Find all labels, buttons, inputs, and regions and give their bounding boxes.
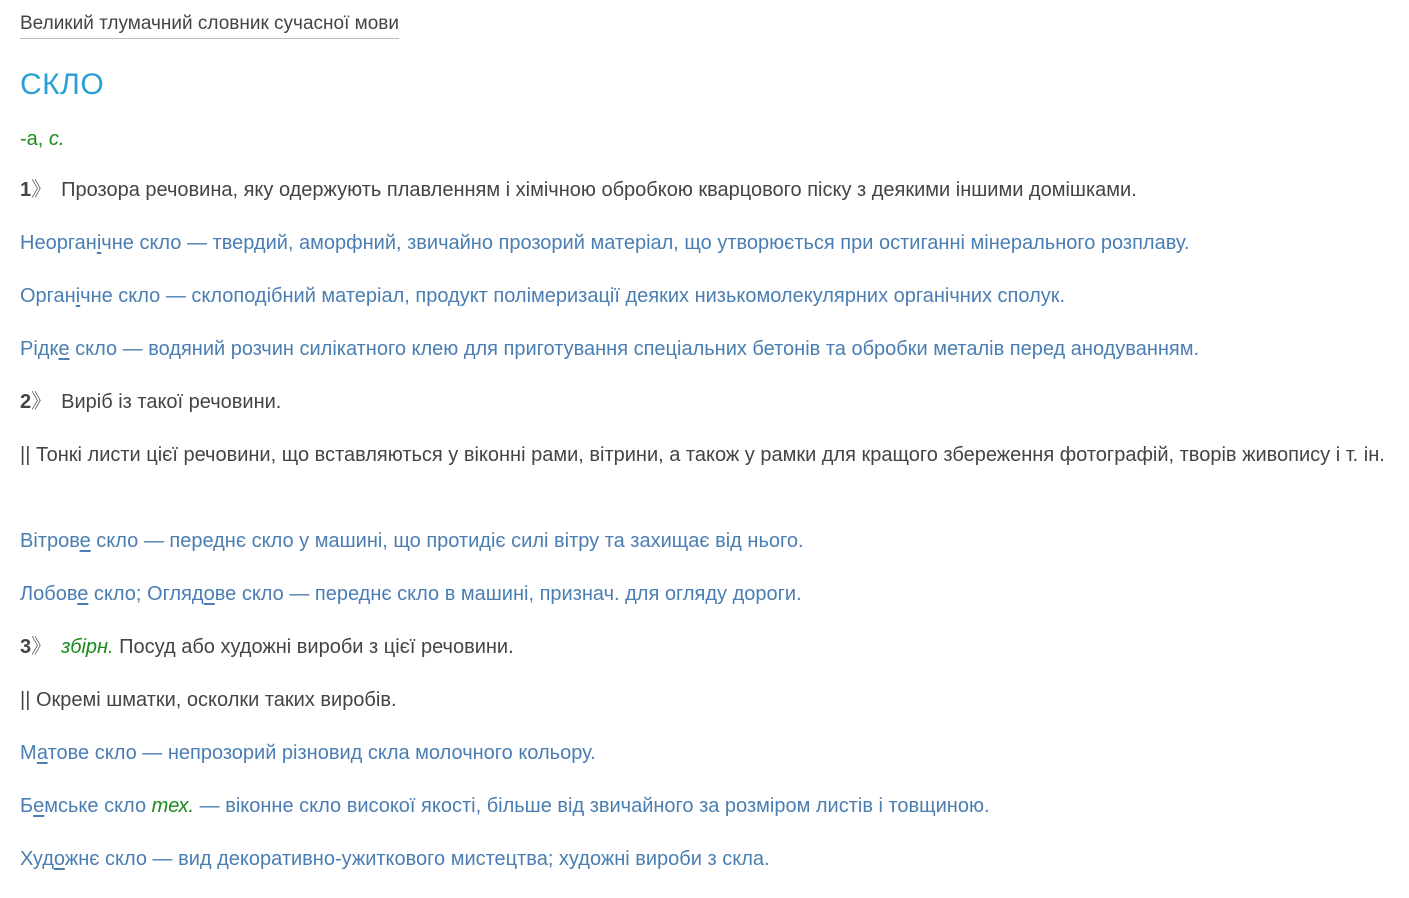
stress-mark: і [75,285,81,307]
sense-2-subsense: || Тонкі листи цієї речовини, що вставляються у віконні рами, вітрини, а також у рамки для кращого збереження фотографій, творів живопису і т. ін. [20,444,1385,466]
stress-mark: о [53,848,65,870]
phrase-text: Худ [20,848,54,870]
grammar-gender: с. [48,128,65,150]
phrase-text: чне скло — твердий, аморфний, звичайно прозорий матеріал, що утворюється при остиганні мінерального розплаву. [101,232,1190,254]
phrase-text: М [20,742,37,764]
phrase-text: скло — водяний розчин силікатного клею для приготування спеціальних бетонів та обробки металів перед анодуванням. [69,338,1200,360]
phrase-text: мське скло [44,795,152,817]
phrase-text: — віконне скло високої якості, більше від звичайного за розміром листів і товщиною. [194,795,990,817]
sense-text: Посуд або художні вироби з цієї речовини. [113,636,514,658]
phrase-bemske [20,790,1389,823]
sense-arrow-icon: 》 [31,391,52,413]
stress-mark: о [203,583,215,605]
stress-mark: а [36,742,48,764]
sense-number: 3 [20,636,32,658]
phrase-khudozhnie [20,843,1389,876]
usage-label: збірн. [61,636,114,658]
phrase-text: Рідк [20,338,59,360]
phrase-text: Орган [20,285,76,307]
phrase-organichne [20,280,1389,313]
phrase-text: Б [20,795,34,817]
phrase-text: Лобов [20,583,78,605]
usage-label: тех. [151,795,195,817]
phrase-matove [20,737,1389,770]
phrase-text: скло — переднє скло у машині, що протидіє силі вітру та захищає від нього. [90,530,804,552]
sense-3-subsense: || Окремі шматки, осколки таких виробів. [20,689,397,711]
sense-3 [20,631,1389,664]
phrase-ridke [20,333,1389,366]
phrase-text: чне скло — склоподібний матеріал, продукт полімеризації деяких низькомолекулярних органічних сполук. [80,285,1066,307]
sense-number: 2 [20,391,32,413]
sense-2 [20,386,1389,419]
headword: СКЛО [20,68,105,101]
sense-number: 1 [20,179,32,201]
phrase-vitrove [20,525,1389,558]
phrase-text: Неорган [20,232,97,254]
phrase-text: Вітров [20,530,80,552]
phrase-text: ве скло — переднє скло в машині, признач. для огляду дороги. [214,583,802,605]
grammar-ending: -а, [20,128,44,150]
sense-arrow-icon: 》 [31,179,52,201]
sense-arrow-icon: 》 [31,636,52,658]
phrase-neorganichne [20,227,1389,260]
phrase-lobove [20,578,1389,611]
stress-mark: е [33,795,45,817]
stress-mark: е [58,338,70,360]
stress-mark: е [79,530,91,552]
grammar-info [20,126,64,152]
sense-text: Виріб із такої речовини. [61,391,282,413]
dictionary-source-link[interactable]: Великий тлумачний словник сучасної мови [20,12,399,39]
stress-mark: і [96,232,102,254]
phrase-text: жнє скло — вид декоративно-ужиткового мистецтва; художні вироби з скла. [64,848,770,870]
stress-mark: е [77,583,89,605]
phrase-text: скло; Огляд [88,583,204,605]
phrase-text: тове скло — непрозорий різновид скла молочного кольору. [47,742,596,764]
sense-text: Прозора речовина, яку одержують плавленням і хімічною обробкою кварцового піску з деякими іншими домішками. [61,179,1137,201]
sense-1 [20,174,1389,207]
